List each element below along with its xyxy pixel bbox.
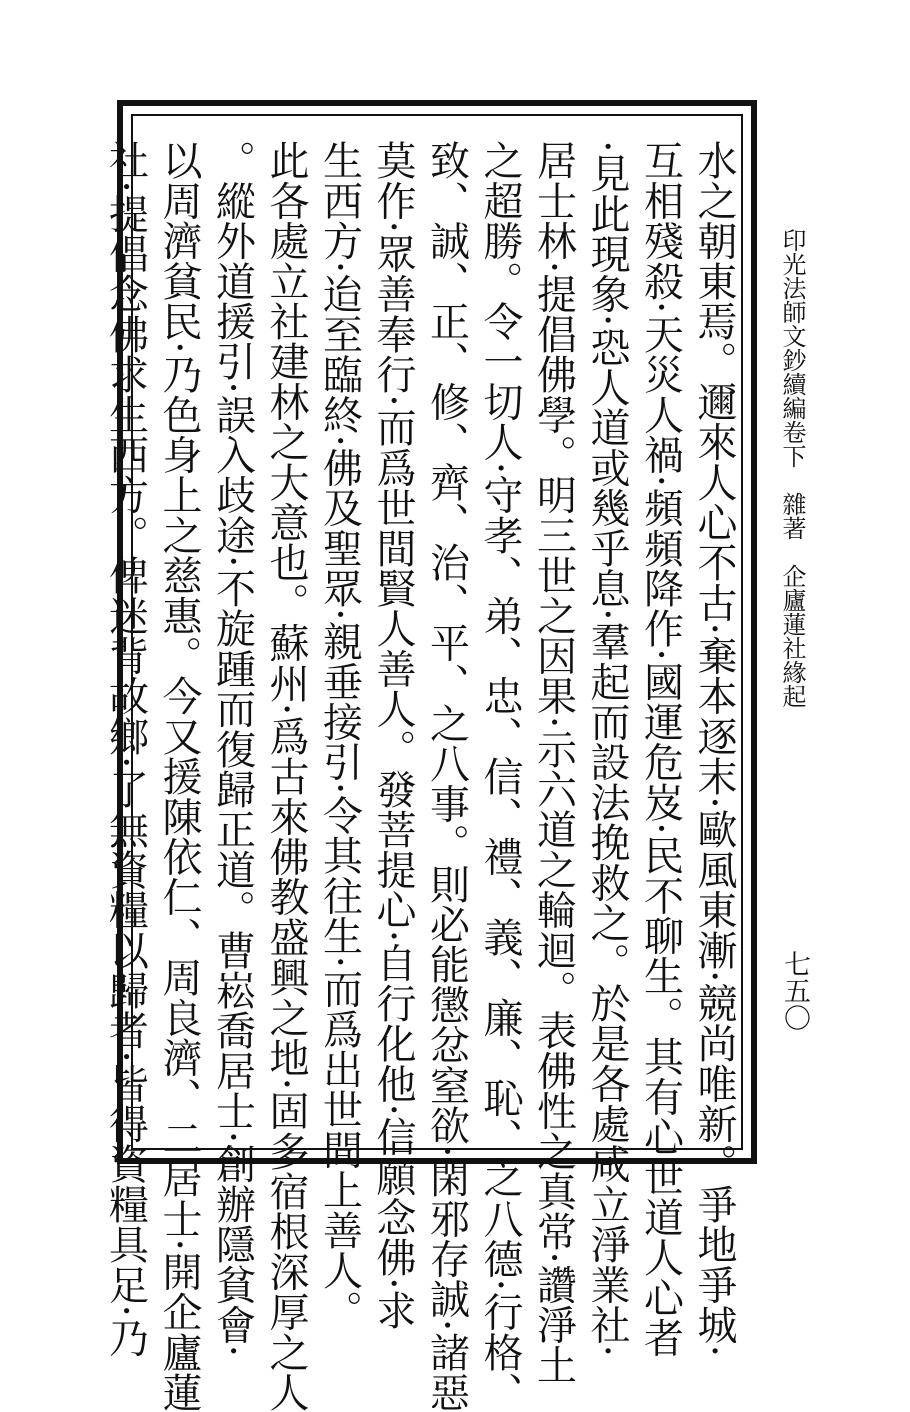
text-column: 致、誠、正、修、齊、治、平、之八事。則必能懲忿窒欲·閑邪存誠·諸惡 xyxy=(423,140,470,1412)
text-column: 此各處立社建林之大意也。蘇州·爲古來佛教盛興之地·固多宿根深厚之人 xyxy=(263,140,309,1412)
text-column: 社·提倡念佛求生西方。俾迷背故鄉·了無資糧以歸者·皆得資糧具足·乃 xyxy=(102,140,149,1358)
running-header xyxy=(768,228,808,708)
text-column: 。縱外道援引·誤入歧途·不旋踵而復歸正道。曹崧喬居士·創辦隱貧會· xyxy=(209,140,256,1358)
text-column: 水之朝東焉。邇來人心不古·棄本逐末·歐風東漸·競尚唯新。爭地爭城· xyxy=(691,140,737,1358)
text-column: 生西方·迨至臨終·佛及聖眾·親垂接引·令其往生·而爲出世間上善人。 xyxy=(316,140,363,1331)
text-column: ·見此現象·恐人道或幾乎息·羣起而設法挽救之。於是各處咸立淨業社· xyxy=(584,140,630,1358)
main-text xyxy=(102,140,740,1412)
book-title: 印光法師文鈔續編卷下 xyxy=(778,228,806,468)
text-column: 居士林·提倡佛學。明三世之因果·示六道之輪迴。表佛性之真常·讚淨土 xyxy=(530,140,577,1385)
section-name: 雜著 xyxy=(778,492,806,540)
page-number: 七五〇 xyxy=(779,950,810,1031)
text-column: 互相殘殺·天災人禍·頻頻降作·國運危岌·民不聊生。其有心世道人心者 xyxy=(637,140,684,1358)
text-column: 以周濟貧民·乃色身上之慈惠。今又援陳依仁、周良濟、二居士·開企廬蓮 xyxy=(156,140,202,1412)
text-column: 莫作·眾善奉行·而爲世間賢人善人。發菩提心·自行化他·信願念佛·求 xyxy=(370,140,416,1331)
text-column: 之超勝。令一切人·守孝、弟、忠、信、禮、義、廉、恥、之八德·行格、 xyxy=(477,140,523,1412)
article-title: 企廬蓮社緣起 xyxy=(778,564,806,708)
